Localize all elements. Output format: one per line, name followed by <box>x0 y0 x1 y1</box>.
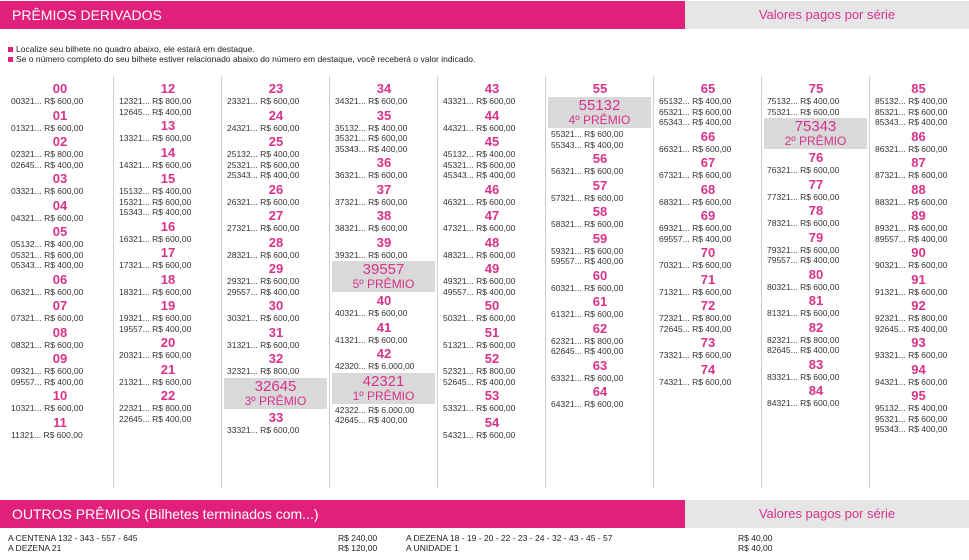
number-heading: 85 <box>911 81 926 96</box>
ticket-value-row: 43321... R$ 600,00 <box>443 96 516 106</box>
ticket-value-row: 56321... R$ 600,00 <box>551 166 624 176</box>
ticket-value-row: 02645... R$ 400,00 <box>11 159 84 170</box>
other-prizes-list <box>8 534 958 553</box>
number-heading: 34 <box>376 81 392 96</box>
ticket-value-row: 95343... R$ 400,00 <box>875 424 948 434</box>
ticket-value-row: 34321... R$ 600,00 <box>335 96 408 106</box>
ticket-value-row: 85343... R$ 400,00 <box>875 117 948 127</box>
ticket-value-row: 05343... R$ 400,00 <box>11 260 84 270</box>
number-heading: 11 <box>53 414 67 430</box>
ticket-value-row: 55321... R$ 600,00 <box>551 129 624 139</box>
ticket-value-row: 01321... R$ 600,00 <box>11 122 84 133</box>
instruction-2: Se o número completo do seu bilhete estiver relacionado abaixo do número em destaque, você receberá o valor indicado. <box>8 54 475 64</box>
ticket-value-row: 20321... R$ 600,00 <box>119 350 192 360</box>
number-heading: 31 <box>268 324 284 340</box>
number-heading: 63 <box>592 357 608 373</box>
ticket-value-row: 45321... R$ 600,00 <box>443 159 516 170</box>
ticket-value-row: 62645... R$ 400,00 <box>551 346 624 356</box>
ticket-value-row: 89321... R$ 600,00 <box>875 223 948 233</box>
number-heading: 94 <box>911 361 926 377</box>
highlighted-number <box>332 373 435 404</box>
number-heading: 12 <box>160 81 176 96</box>
number-heading: 18 <box>160 271 176 287</box>
ticket-value-row: 48321... R$ 600,00 <box>443 249 516 260</box>
number-heading: 46 <box>484 181 500 197</box>
ticket-value-row: 52321... R$ 800,00 <box>443 366 516 376</box>
ticket-value-row: 82321... R$ 800,00 <box>767 334 840 345</box>
other-prize-value: R$ 40,00 <box>738 533 773 543</box>
ticket-value-row: 59557... R$ 400,00 <box>551 256 624 266</box>
prize-column <box>330 76 438 488</box>
number-heading: 13 <box>160 118 176 133</box>
ticket-value-row: 79321... R$ 600,00 <box>767 244 840 255</box>
ticket-value-row: 25132... R$ 400,00 <box>227 149 300 159</box>
number-heading: 28 <box>268 234 284 250</box>
prize-column <box>654 76 762 488</box>
highlighted-number <box>764 118 867 149</box>
ticket-value-row: 28321... R$ 600,00 <box>227 249 300 260</box>
ticket-value-row: 79557... R$ 400,00 <box>767 255 840 265</box>
ticket-value-row: 58321... R$ 600,00 <box>551 219 624 229</box>
number-heading: 90 <box>911 245 926 260</box>
number-heading: 95 <box>911 388 926 403</box>
ticket-value-row: 54321... R$ 600,00 <box>443 429 516 440</box>
number-heading: 48 <box>484 234 500 250</box>
ticket-value-row: 24321... R$ 600,00 <box>227 122 300 133</box>
number-heading: 73 <box>700 335 716 350</box>
number-heading: 00 <box>52 81 68 96</box>
ticket-value-row: 13321... R$ 600,00 <box>119 133 192 143</box>
number-heading: 29 <box>268 261 284 276</box>
ticket-value-row: 77321... R$ 600,00 <box>767 191 840 202</box>
number-heading: 78 <box>808 203 824 218</box>
number-heading: 30 <box>268 298 284 313</box>
number-heading: 43 <box>484 81 500 96</box>
prize-rank: 3º PRÊMIO <box>244 393 307 408</box>
number-heading: 33 <box>268 409 284 425</box>
number-heading: 58 <box>592 204 608 219</box>
number-heading: 10 <box>52 388 68 403</box>
ticket-value-row: 59321... R$ 600,00 <box>551 245 624 256</box>
number-heading: 65 <box>700 81 716 96</box>
number-heading: 47 <box>484 208 500 223</box>
number-heading: 64 <box>592 384 608 399</box>
number-heading: 45 <box>484 134 500 149</box>
prize-rank: 4º PRÊMIO <box>568 113 631 127</box>
other-prize-row <box>8 534 958 544</box>
ticket-value-row: 69321... R$ 600,00 <box>659 223 732 233</box>
number-heading: 42 <box>376 346 392 361</box>
ticket-value-row: 38321... R$ 600,00 <box>335 223 408 233</box>
ticket-value-row: 25343... R$ 400,00 <box>227 170 300 180</box>
number-heading: 59 <box>592 230 608 246</box>
other-prize-row <box>8 544 958 554</box>
number-heading: 82 <box>808 319 824 335</box>
ticket-value-row: 83321... R$ 600,00 <box>767 371 840 382</box>
ticket-value-row: 29557... R$ 400,00 <box>227 286 300 297</box>
ticket-value-row: 10321... R$ 600,00 <box>11 403 84 413</box>
number-heading: 22 <box>160 388 176 403</box>
number-heading: 61 <box>592 294 608 309</box>
ticket-value-row: 00321... R$ 600,00 <box>11 96 84 106</box>
ticket-value-row: 37321... R$ 600,00 <box>335 196 408 207</box>
ticket-value-row: 22645... R$ 400,00 <box>119 413 192 424</box>
ticket-value-row: 94321... R$ 600,00 <box>875 376 948 387</box>
ticket-value-row: 75321... R$ 600,00 <box>767 106 840 117</box>
ticket-value-row: 55343... R$ 400,00 <box>551 139 624 150</box>
ticket-value-row: 02321... R$ 800,00 <box>11 149 84 159</box>
derived-prizes-title: PRÊMIOS DERIVADOS <box>0 1 685 29</box>
number-heading: 81 <box>808 293 824 308</box>
ticket-value-row: 70321... R$ 600,00 <box>659 260 732 270</box>
prize-column <box>114 76 222 488</box>
highlighted-number-value: 39557 <box>362 261 405 278</box>
ticket-value-row: 69557... R$ 400,00 <box>659 233 732 244</box>
number-heading: 74 <box>700 361 716 377</box>
other-prizes-header <box>0 500 969 528</box>
number-heading: 79 <box>808 229 824 245</box>
ticket-value-row: 12321... R$ 800,00 <box>119 96 192 106</box>
number-heading: 80 <box>808 266 824 282</box>
number-heading: 54 <box>484 414 500 430</box>
number-heading: 60 <box>592 267 608 283</box>
number-heading: 53 <box>484 388 500 403</box>
prize-rank: 2º PRÊMIO <box>784 134 847 148</box>
number-heading: 32 <box>268 351 284 366</box>
ticket-value-row: 14321... R$ 600,00 <box>119 159 192 170</box>
ticket-value-row: 65321... R$ 600,00 <box>659 106 732 117</box>
ticket-value-row: 46321... R$ 600,00 <box>443 196 516 207</box>
ticket-value-row: 81321... R$ 600,00 <box>767 308 840 318</box>
ticket-value-row: 39321... R$ 600,00 <box>335 249 408 260</box>
number-heading: 23 <box>268 81 284 96</box>
number-heading: 05 <box>52 224 68 239</box>
ticket-value-row: 19321... R$ 600,00 <box>119 313 192 323</box>
ticket-value-row: 86321... R$ 600,00 <box>875 143 948 154</box>
ticket-value-row: 45132... R$ 400,00 <box>443 149 516 159</box>
number-heading: 70 <box>700 245 716 260</box>
number-heading: 04 <box>52 197 68 213</box>
number-heading: 24 <box>268 107 284 123</box>
ticket-value-row: 35321... R$ 600,00 <box>335 133 408 143</box>
number-heading: 14 <box>160 144 176 160</box>
number-heading: 72 <box>700 298 716 313</box>
ticket-value-row: 09557... R$ 400,00 <box>11 376 84 387</box>
ticket-value-row: 60321... R$ 600,00 <box>551 282 624 293</box>
ticket-value-row: 22321... R$ 800,00 <box>119 403 192 413</box>
number-heading: 86 <box>911 128 926 144</box>
ticket-value-row: 92645... R$ 400,00 <box>875 323 948 334</box>
number-heading: 01 <box>52 107 68 123</box>
other-prize-desc: A DEZENA 18 - 19 - 20 - 22 - 23 - 24 - 32 - 43 - 45 - 57 <box>406 533 613 543</box>
number-heading: 69 <box>700 208 716 223</box>
ticket-value-row: 73321... R$ 600,00 <box>659 350 732 360</box>
ticket-value-row: 45343... R$ 400,00 <box>443 170 516 180</box>
number-heading: 39 <box>376 234 392 250</box>
ticket-value-row: 92321... R$ 800,00 <box>875 313 948 323</box>
number-heading: 57 <box>592 177 608 193</box>
prize-column <box>222 76 330 488</box>
ticket-value-row: 31321... R$ 600,00 <box>227 339 300 350</box>
number-heading: 07 <box>52 298 68 313</box>
ticket-value-row: 85321... R$ 600,00 <box>875 106 948 117</box>
number-heading: 44 <box>484 107 500 123</box>
number-heading: 56 <box>592 151 608 166</box>
number-heading: 66 <box>700 128 716 144</box>
ticket-value-row: 30321... R$ 600,00 <box>227 313 300 323</box>
number-heading: 26 <box>268 181 284 197</box>
number-heading: 19 <box>160 298 176 313</box>
ticket-value-row: 74321... R$ 600,00 <box>659 376 732 387</box>
ticket-value-row: 15132... R$ 400,00 <box>119 186 192 196</box>
ticket-value-row: 52645... R$ 400,00 <box>443 376 516 387</box>
values-per-series-label: Valores pagos por série <box>685 1 969 29</box>
number-heading: 25 <box>268 134 284 149</box>
ticket-value-row: 90321... R$ 600,00 <box>875 260 948 270</box>
ticket-value-row: 23321... R$ 600,00 <box>227 96 300 106</box>
prize-column <box>870 76 966 488</box>
ticket-value-row: 68321... R$ 600,00 <box>659 196 732 207</box>
number-heading: 87 <box>911 155 926 170</box>
number-heading: 16 <box>160 218 176 234</box>
ticket-value-row: 51321... R$ 600,00 <box>443 339 516 350</box>
ticket-value-row: 06321... R$ 600,00 <box>11 286 84 297</box>
ticket-value-row: 41321... R$ 600,00 <box>335 334 408 345</box>
number-heading: 92 <box>911 298 926 313</box>
number-heading: 83 <box>808 356 824 372</box>
number-heading: 15 <box>160 171 176 186</box>
number-heading: 06 <box>52 271 68 287</box>
number-heading: 77 <box>808 176 824 192</box>
ticket-value-row: 17321... R$ 600,00 <box>119 260 192 270</box>
ticket-value-row: 08321... R$ 600,00 <box>11 339 84 350</box>
ticket-value-row: 49557... R$ 400,00 <box>443 286 516 297</box>
number-heading: 75 <box>808 81 824 96</box>
ticket-value-row: 32321... R$ 800,00 <box>227 366 300 376</box>
number-heading: 93 <box>911 335 926 350</box>
ticket-value-row: 47321... R$ 600,00 <box>443 223 516 233</box>
number-heading: 52 <box>484 351 500 366</box>
other-values-per-series-label: Valores pagos por série <box>685 500 969 528</box>
ticket-value-row: 93321... R$ 600,00 <box>875 350 948 360</box>
other-prize-value: R$ 120,00 <box>338 542 378 553</box>
ticket-value-row: 75132... R$ 400,00 <box>767 96 840 106</box>
instruction-1: Localize seu bilhete no quadro abaixo, ele estará em destaque. <box>8 44 475 54</box>
ticket-value-row: 25321... R$ 600,00 <box>227 159 300 170</box>
prize-column <box>762 76 870 488</box>
ticket-value-row: 62321... R$ 800,00 <box>551 335 624 346</box>
ticket-value-row: 89557... R$ 400,00 <box>875 233 948 244</box>
prize-rank: 5º PRÊMIO <box>352 277 415 291</box>
ticket-value-row: 71321... R$ 600,00 <box>659 286 732 297</box>
prize-grid <box>6 76 966 488</box>
ticket-value-row: 64321... R$ 600,00 <box>551 399 624 409</box>
number-heading: 84 <box>808 383 824 398</box>
number-heading: 36 <box>376 155 392 170</box>
highlighted-number <box>224 378 327 409</box>
number-heading: 35 <box>376 107 392 123</box>
ticket-value-row: 33321... R$ 600,00 <box>227 424 300 435</box>
ticket-value-row: 65132... R$ 400,00 <box>659 96 732 106</box>
ticket-value-row: 35343... R$ 400,00 <box>335 143 408 154</box>
ticket-value-row: 95132... R$ 400,00 <box>875 403 948 413</box>
highlighted-number <box>332 261 435 292</box>
number-heading: 89 <box>911 208 926 223</box>
ticket-value-row: 36321... R$ 600,00 <box>335 170 408 180</box>
ticket-value-row: 53321... R$ 600,00 <box>443 403 516 413</box>
ticket-value-row: 04321... R$ 600,00 <box>11 212 84 223</box>
ticket-value-row: 42645... R$ 400,00 <box>335 415 408 425</box>
ticket-value-row: 07321... R$ 600,00 <box>11 313 84 323</box>
ticket-value-row: 40321... R$ 600,00 <box>335 308 408 318</box>
number-heading: 20 <box>160 335 176 350</box>
prize-column <box>546 76 654 488</box>
ticket-value-row: 78321... R$ 600,00 <box>767 218 840 228</box>
ticket-value-row: 42322... R$ 6.000,00 <box>335 404 415 415</box>
ticket-value-row: 84321... R$ 600,00 <box>767 398 840 408</box>
ticket-value-row: 72645... R$ 400,00 <box>659 323 732 334</box>
number-heading: 55 <box>592 81 608 96</box>
number-heading: 67 <box>700 155 716 170</box>
number-heading: 76 <box>808 150 824 165</box>
ticket-value-row: 05132... R$ 400,00 <box>11 239 84 249</box>
ticket-value-row: 87321... R$ 600,00 <box>875 170 948 180</box>
number-heading: 50 <box>484 298 500 313</box>
ticket-value-row: 57321... R$ 600,00 <box>551 192 624 203</box>
number-heading: 40 <box>376 293 392 308</box>
other-prize-desc: A UNIDADE 1 <box>406 542 459 553</box>
ticket-value-row: 50321... R$ 600,00 <box>443 313 516 323</box>
number-heading: 49 <box>484 261 500 276</box>
ticket-value-row: 72321... R$ 800,00 <box>659 313 732 323</box>
number-heading: 91 <box>911 271 926 287</box>
number-heading: 62 <box>592 320 608 336</box>
ticket-value-row: 88321... R$ 600,00 <box>875 196 948 207</box>
other-prize-value: R$ 40,00 <box>738 542 773 553</box>
ticket-value-row: 03321... R$ 600,00 <box>11 186 84 196</box>
ticket-value-row: 76321... R$ 600,00 <box>767 165 840 175</box>
ticket-value-row: 19557... R$ 400,00 <box>119 323 192 334</box>
ticket-value-row: 29321... R$ 600,00 <box>227 276 300 286</box>
number-heading: 71 <box>700 271 716 287</box>
number-heading: 37 <box>376 181 392 197</box>
ticket-value-row: 35132... R$ 400,00 <box>335 122 408 133</box>
ticket-value-row: 05321... R$ 600,00 <box>11 249 84 260</box>
number-heading: 41 <box>376 319 392 335</box>
ticket-value-row: 80321... R$ 600,00 <box>767 281 840 292</box>
other-prizes-title: OUTROS PRÊMIOS (Bilhetes terminados com...) <box>0 500 685 528</box>
ticket-value-row: 67321... R$ 600,00 <box>659 170 732 180</box>
ticket-value-row: 21321... R$ 600,00 <box>119 376 192 387</box>
ticket-value-row: 26321... R$ 600,00 <box>227 196 300 207</box>
number-heading: 09 <box>52 351 68 366</box>
highlighted-number-value: 42321 <box>362 372 405 390</box>
other-prize-desc: A CENTENA 132 - 343 - 557 - 645 <box>8 533 138 543</box>
ticket-value-row: 42320... R$ 6.000,00 <box>335 361 415 371</box>
highlighted-number-value: 75343 <box>794 118 837 135</box>
ticket-value-row: 12645... R$ 400,00 <box>119 106 192 117</box>
ticket-value-row: 82645... R$ 400,00 <box>767 345 840 355</box>
ticket-value-row: 85132... R$ 400,00 <box>875 96 948 106</box>
ticket-value-row: 09321... R$ 600,00 <box>11 366 84 376</box>
instructions <box>8 44 475 64</box>
number-heading: 51 <box>484 324 500 340</box>
number-heading: 27 <box>268 208 284 223</box>
highlighted-number <box>548 97 651 128</box>
highlighted-number-value: 32645 <box>254 377 297 395</box>
ticket-value-row: 49321... R$ 600,00 <box>443 276 516 286</box>
prize-rank: 1º PRÊMIO <box>352 388 415 403</box>
number-heading: 08 <box>52 324 68 340</box>
number-heading: 17 <box>160 245 176 260</box>
ticket-value-row: 63321... R$ 600,00 <box>551 372 624 383</box>
number-heading: 38 <box>376 208 392 223</box>
number-heading: 88 <box>911 181 926 197</box>
number-heading: 02 <box>52 134 68 149</box>
number-heading: 03 <box>52 171 68 186</box>
ticket-value-row: 44321... R$ 600,00 <box>443 122 516 133</box>
ticket-value-row: 95321... R$ 600,00 <box>875 413 948 424</box>
number-heading: 21 <box>160 361 176 377</box>
ticket-value-row: 91321... R$ 600,00 <box>875 286 948 297</box>
ticket-value-row: 11321... R$ 600,00 <box>11 429 83 440</box>
other-prize-desc: A DEZENA 21 <box>8 542 62 553</box>
ticket-value-row: 16321... R$ 600,00 <box>119 233 192 244</box>
ticket-value-row: 15321... R$ 600,00 <box>119 196 192 207</box>
number-heading: 68 <box>700 181 716 197</box>
prize-column <box>438 76 546 488</box>
ticket-value-row: 15343... R$ 400,00 <box>119 207 192 217</box>
highlighted-number-value: 55132 <box>578 97 621 114</box>
ticket-value-row: 65343... R$ 400,00 <box>659 117 732 127</box>
ticket-value-row: 61321... R$ 600,00 <box>551 309 624 319</box>
derived-prizes-header <box>0 1 969 29</box>
ticket-value-row: 27321... R$ 600,00 <box>227 223 300 233</box>
ticket-value-row: 18321... R$ 600,00 <box>119 286 192 297</box>
other-prize-value: R$ 240,00 <box>338 533 378 543</box>
ticket-value-row: 66321... R$ 600,00 <box>659 143 732 154</box>
prize-column <box>6 76 114 488</box>
